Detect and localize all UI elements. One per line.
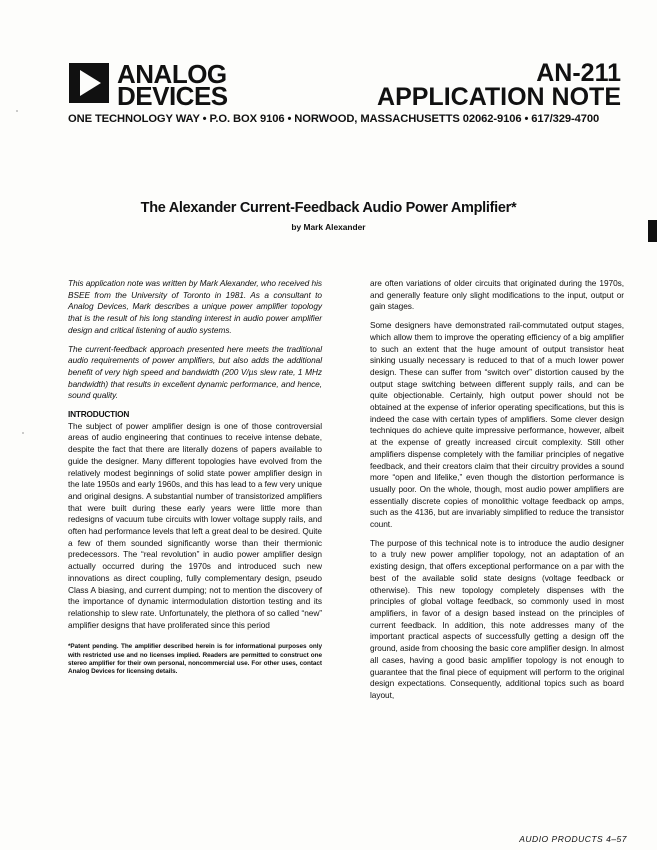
- section-tab-marker: [648, 220, 657, 242]
- body-paragraph: Some designers have demonstrated rail-commutated output stages, which allow them to improve the operating efficiency of a big amplifier to such an extent that the huge amount of output transistor heat sinking usually necessary is reduced to that of a much lower power design. These can suffer from “switch over” distortion caused by the output stage switching between different supply rails, and can be quite objectionable. Certainly, high output power should not be obtained at the expense of inferior operating specifications, but this is indeed the case with certain types of amplifiers. Some clever design techniques do achieve quite impressive performance, however, albeit at the expense of greatly increased circuit complexity. Still other amplifiers dispense completely with the familiar principles of negative feedback, and their creators claim that their circuitry provides a sound more “open and lifelike,” even though the distortion performance is usually poor. On the whole, though, most audio power amplifiers are essentially discrete copies of monolithic voltage feedback op amps, such as the 4136, but are invariably simplified to reduce the transistor count.: [370, 320, 624, 530]
- intro-paragraph: This application note was written by Mark Alexander, who received his BSEE from the University of Toronto in 1981. As a consultant to Analog Devices, Mark describes a unique power amplifier topology that is the result of his long standing interest in audio power amplifier design and critical listening of audio systems.: [68, 278, 322, 335]
- left-column: [68, 278, 322, 677]
- analog-devices-logo-icon: [69, 63, 109, 103]
- right-column: [370, 278, 624, 709]
- article-title: The Alexander Current-Feedback Audio Power Amplifier*: [140, 200, 517, 216]
- running-footer: AUDIO PRODUCTS 4–57: [519, 834, 627, 844]
- company-name-line1: ANALOG: [117, 59, 227, 89]
- intro-paragraph: The current-feedback approach presented here meets the traditional audio requirements of power amplifiers, but also adds the additional benefit of very high speed and bandwidth (200 V/µs slew rate, 1 MHz bandwidth) that results in excellent dynamic performance, and hence, sound quality.: [68, 343, 322, 401]
- scan-speck: [22, 432, 24, 434]
- article-byline: by Mark Alexander: [291, 222, 366, 232]
- document-type: APPLICATION NOTE: [377, 83, 621, 111]
- company-address: ONE TECHNOLOGY WAY • P.O. BOX 9106 • NORWOOD, MASSACHUSETTS 02062-9106 • 617/329-4700: [68, 113, 600, 125]
- body-paragraph: The purpose of this technical note is to introduce the audio designer to a truly new power amplifier topology, not an adaptation of an existing design, that offers exceptional performance on a par with the best of the available solid state designs (voltage feedback or otherwise). This new topology completely dispenses with the principles of global voltage feedback, so commonly used in most amplifiers, in favor of a design based instead on the principles of current feedback. In addition, this note addresses many of the important practical aspects of successfully getting a design off the ground, aside from choosing the basic core amplifier design. In almost all cases, having a good basic amplifier topology is not enough to guarantee that the final piece of equipment will perform to the original design expectations. Consequently, additional topics such as board layout,: [370, 537, 624, 700]
- section-heading-introduction: INTRODUCTION: [68, 409, 130, 420]
- company-name-line2: DEVICES: [117, 81, 228, 111]
- patent-footnote: *Patent pending. The amplifier described herein is for informational purposes only with restricted use and no licenses implied. Readers are permitted to construct one stereo amplifier for their own personal, noncommercial use. For other uses, contact Analog Devices for licensing details.: [68, 643, 322, 676]
- document-number: AN-211: [536, 59, 621, 87]
- scan-speck: [16, 110, 18, 112]
- body-paragraph: are often variations of older circuits that originated during the 1970s, and generally feature only slight modifications to the input, output or gain stages.: [370, 278, 624, 312]
- body-paragraph: The subject of power amplifier design is one of those controversial areas of audio engineering that continues to receive intense debate, despite the fact that there are literally dozens of papers available to guide the designer. Many different topologies have evolved from the relatively modest beginnings of solid state power amplifier design in the late 1950s and early 1960s, and this has lead to a few very unique and original designs. A substantial number of transistorized amplifiers that were built during these early years were little more than redesigns of vacuum tube circuits with lower voltage supply rails, and often had performance levels that left a great deal to be desired. Quite a few of them sounded significantly worse than their thermionic predecessors. The “real revolution” in audio power amplifier design actually occurred during the 1970s and introduced such new innovations as direct coupling, fully complementary design, pseudo Class A biasing, and current dumping; not to mention the discovery of the importance of dynamic intermodulation distortion testing and its relationship to slew rate. Unfortunately, the plethora of so called “new” amplifier designs that have proliferated since this period: [68, 420, 322, 630]
